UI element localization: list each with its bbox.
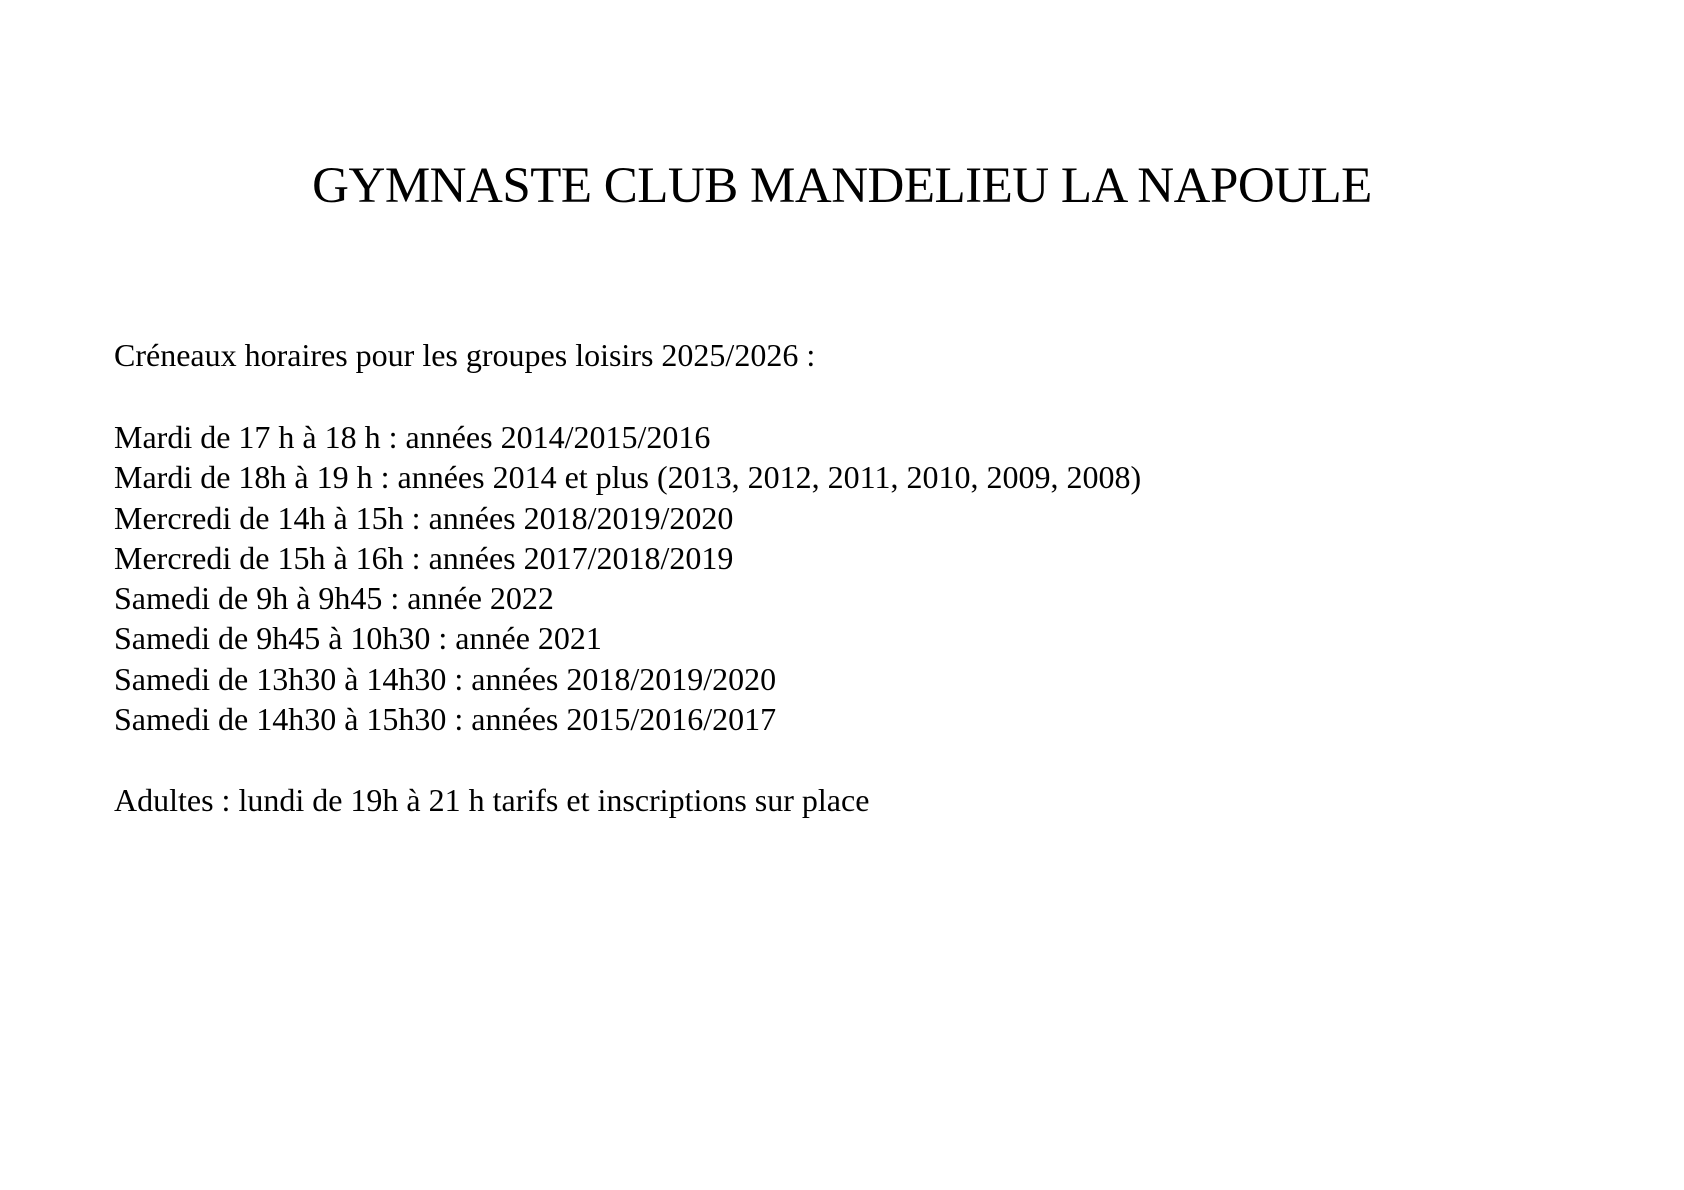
adults-schedule: Adultes : lundi de 19h à 21 h tarifs et inscriptions sur place (114, 782, 870, 818)
schedule-line: Samedi de 13h30 à 14h30 : années 2018/2019/2020 (114, 660, 777, 697)
schedule-line: Mardi de 18h à 19 h : années 2014 et plus (2013, 2012, 2011, 2010, 2009, 2008) (114, 459, 1142, 496)
schedule-line: Samedi de 9h à 9h45 : année 2022 (114, 580, 554, 617)
page-title: GYMNASTE CLUB MANDELIEU LA NAPOULE (312, 158, 1372, 214)
schedule-line: Mercredi de 15h à 16h : années 2017/2018/2019 (114, 539, 734, 576)
schedule-line: Mardi de 17 h à 18 h : années 2014/2015/2016 (114, 419, 711, 455)
schedule-line: Samedi de 14h30 à 15h30 : années 2015/2016/2017 (114, 701, 777, 738)
schedule-line: Samedi de 9h45 à 10h30 : année 2021 (114, 620, 602, 657)
schedule-line: Mercredi de 14h à 15h : années 2018/2019/2020 (114, 499, 734, 536)
schedule-intro: Créneaux horaires pour les groupes loisirs 2025/2026 : (114, 337, 816, 373)
schedule-list (114, 417, 1141, 739)
